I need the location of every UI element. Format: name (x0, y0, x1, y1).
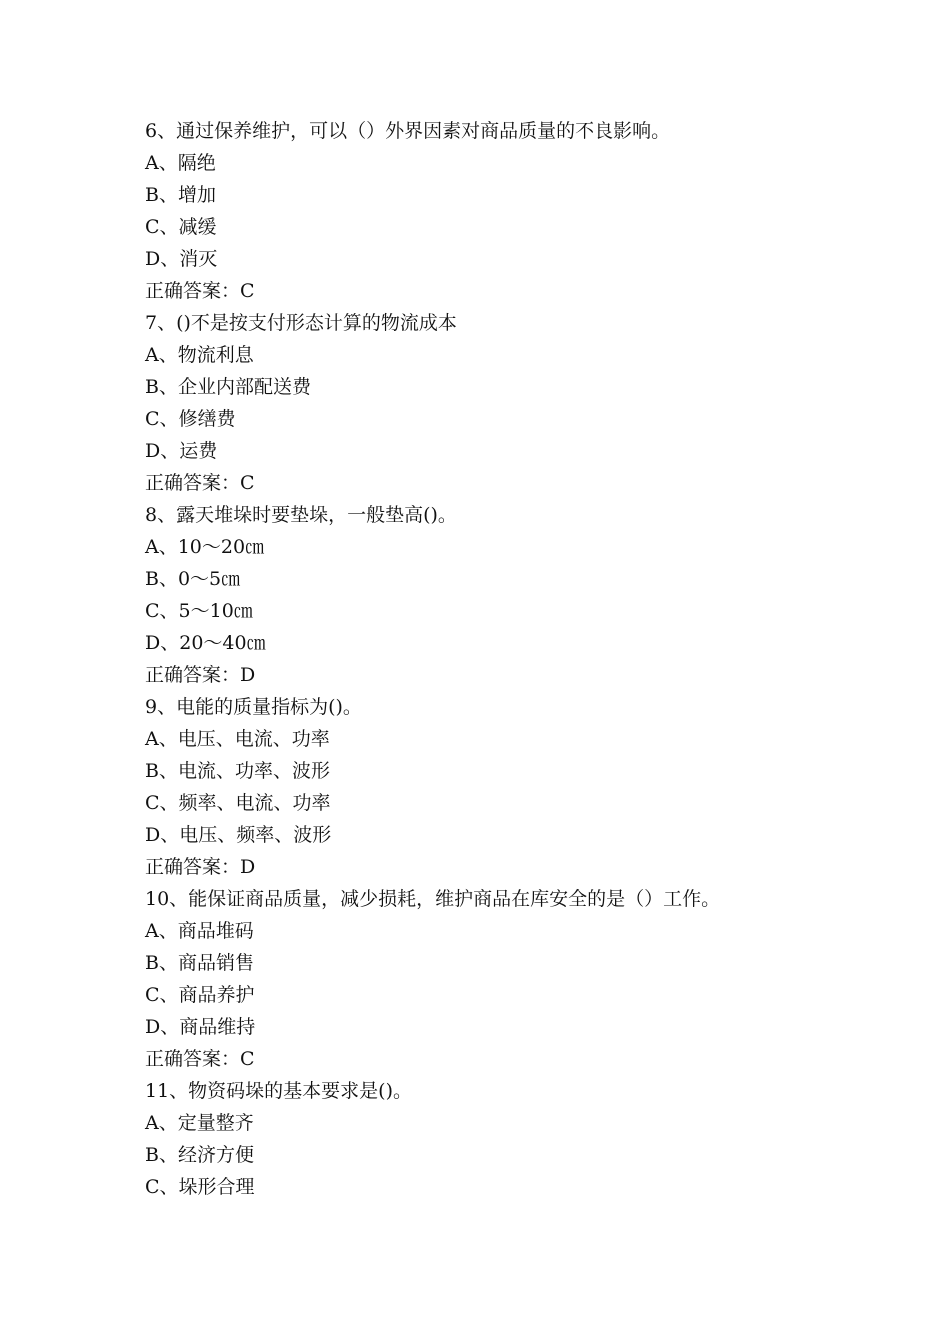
question-6-option-d: D、消灭 (145, 248, 218, 270)
question-11-option-b: B、经济方便 (145, 1144, 254, 1166)
question-7-answer: 正确答案：C (145, 472, 255, 494)
question-6-option-c: C、减缓 (145, 216, 217, 238)
question-10-option-a: A、商品堆码 (145, 920, 254, 942)
question-10-stem: 10、能保证商品质量，减少损耗，维护商品在库安全的是（）工作。 (145, 888, 721, 910)
question-8-option-c: C、5～10㎝ (145, 600, 253, 622)
question-9-stem: 9、电能的质量指标为()。 (145, 696, 362, 718)
question-10-answer: 正确答案：C (145, 1048, 255, 1070)
question-10-option-c: C、商品养护 (145, 984, 255, 1006)
question-10-option-b: B、商品销售 (145, 952, 254, 974)
question-9-option-d: D、电压、频率、波形 (145, 824, 332, 846)
question-6-answer: 正确答案：C (145, 280, 255, 302)
question-7-option-a: A、物流利息 (145, 344, 254, 366)
question-6-option-a: A、隔绝 (145, 152, 216, 174)
question-11-stem: 11、物资码垛的基本要求是()。 (145, 1080, 413, 1102)
document-page (145, 115, 845, 1203)
question-11-option-a: A、定量整齐 (145, 1112, 254, 1134)
question-7-option-b: B、企业内部配送费 (145, 376, 311, 398)
question-6-stem: 6、通过保养维护，可以（）外界因素对商品质量的不良影响。 (145, 120, 671, 142)
question-9-option-b: B、电流、功率、波形 (145, 760, 330, 782)
question-8-option-d: D、20～40㎝ (145, 632, 266, 654)
question-7-option-c: C、修缮费 (145, 408, 236, 430)
question-7-option-d: D、运费 (145, 440, 218, 462)
question-9-option-a: A、电压、电流、功率 (145, 728, 330, 750)
question-6-option-b: B、增加 (145, 184, 216, 206)
question-11-option-c: C、垛形合理 (145, 1176, 255, 1198)
question-7-stem: 7、()不是按支付形态计算的物流成本 (145, 312, 457, 334)
question-8-option-a: A、10～20㎝ (145, 536, 265, 558)
question-8-stem: 8、露天堆垛时要垫垛，一般垫高()。 (145, 504, 457, 526)
question-10-option-d: D、商品维持 (145, 1016, 256, 1038)
question-9-answer: 正确答案：D (145, 856, 256, 878)
question-8-answer: 正确答案：D (145, 664, 256, 686)
question-8-option-b: B、0～5㎝ (145, 568, 241, 590)
question-9-option-c: C、频率、电流、功率 (145, 792, 331, 814)
